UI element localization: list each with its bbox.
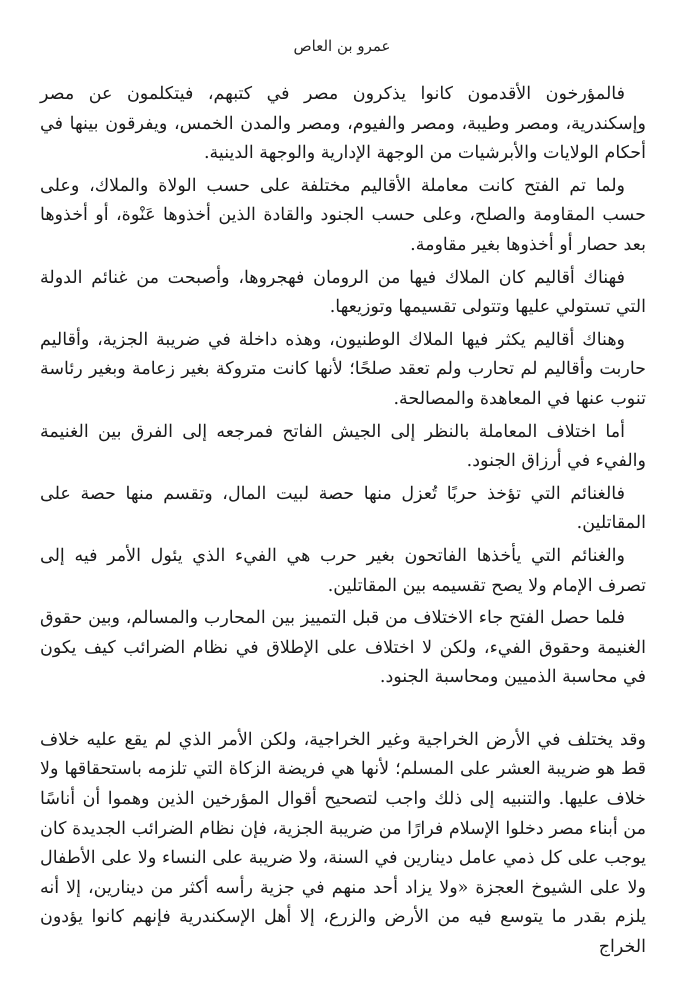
- paragraph-4: وهناك أقاليم يكثر فيها الملاك الوطنيون، وهذه داخلة في ضريبة الجزية، وأقاليم حاربت وأقاليم لم تحارب ولم تعقد صلحًا؛ لأنها كانت متروكة بغير زعامة وبغير رئاسة تنوب عنها في المعاهدة والمصالحة.: [40, 329, 646, 409]
- paragraph-3: فهناك أقاليم كان الملاك فيها من الرومان فهجروها، وأصبحت من غنائم الدولة التي تستولي عليها وتتولى تقسيمها وتوزيعها.: [40, 267, 646, 318]
- paragraph-8: فلما حصل الفتح جاء الاختلاف من قبل التمييز بين المحارب والمسالم، وبين حقوق الغنيمة وحقوق الفيء، ولكن لا اختلاف على الإطلاق في نظام الضرائب كيف يكون في محاسبة الذميين ومحاسبة الجنود.: [40, 608, 646, 688]
- paragraph-continued: وقد يختلف في الأرض الخراجية وغير الخراجية، ولكن الأمر الذي لم يقع عليه خلاف قط هو ضريبة العشر على المسلم؛ لأنها هي فريضة الزكاة التي تلزمه باستحقاقها ولا خلاف عليها. والتنبيه إلى ذلك واجب لتصحيح أقوال المؤرخين الذين وهموا أن أناسًا من أبناء مصر دخلوا الإسلام فرارًا من ضريبة الجزية، فإن نظام الضرائب الجديدة كان يوجب على كل ذمي عامل دينارين في السنة، ولا ضريبة على النساء ولا على الأطفال ولا على الشيوخ العجزة «ولا يزاد أحد منهم في جزية رأسه أكثر من دينارين، إلا أنه يلزم بقدر ما يتوسع فيه من الأرض والزرع، إلا أهل الإسكندرية فإنهم كانوا يؤدون الخراج: [40, 729, 646, 958]
- section-gap: [40, 696, 646, 726]
- paragraph-2: ولما تم الفتح كانت معاملة الأقاليم مختلفة على حسب الولاة والملاك، وعلى حسب المقاومة والصلح، وعلى حسب الجنود والقادة الذين أخذوها عَنْوة، أو أخذوها بعد حصار أو أخذوها بغير مقاومة.: [40, 175, 646, 255]
- running-title: عمرو بن العاص: [293, 37, 391, 55]
- body-text: [40, 80, 646, 966]
- paragraph-5: أما اختلاف المعاملة بالنظر إلى الجيش الفاتح فمرجعه إلى الفرق بين الغنيمة والفيء في أرزاق الجنود.: [40, 421, 646, 472]
- paragraph-1: فالمؤرخون الأقدمون كانوا يذكرون مصر في كتبهم، فيتكلمون عن مصر وإسكندرية، ومصر وطيبة، ومصر والفيوم، ومصر والمدن الخمس، ويفرقون بينها في أحكام الولايات والأبرشيات من الوجهة الإدارية والوجهة الدينية.: [40, 84, 646, 164]
- paragraph-7: والغنائم التي يأخذها الفاتحون بغير حرب هي الفيء الذي يئول الأمر فيه إلى تصرف الإمام ولا يصح تقسيمه بين المقاتلين.: [40, 545, 646, 596]
- paragraph-6: فالغنائم التي تؤخذ حربًا تُعزل منها حصة لبيت المال، وتقسم منها حصة على المقاتلين.: [40, 483, 646, 534]
